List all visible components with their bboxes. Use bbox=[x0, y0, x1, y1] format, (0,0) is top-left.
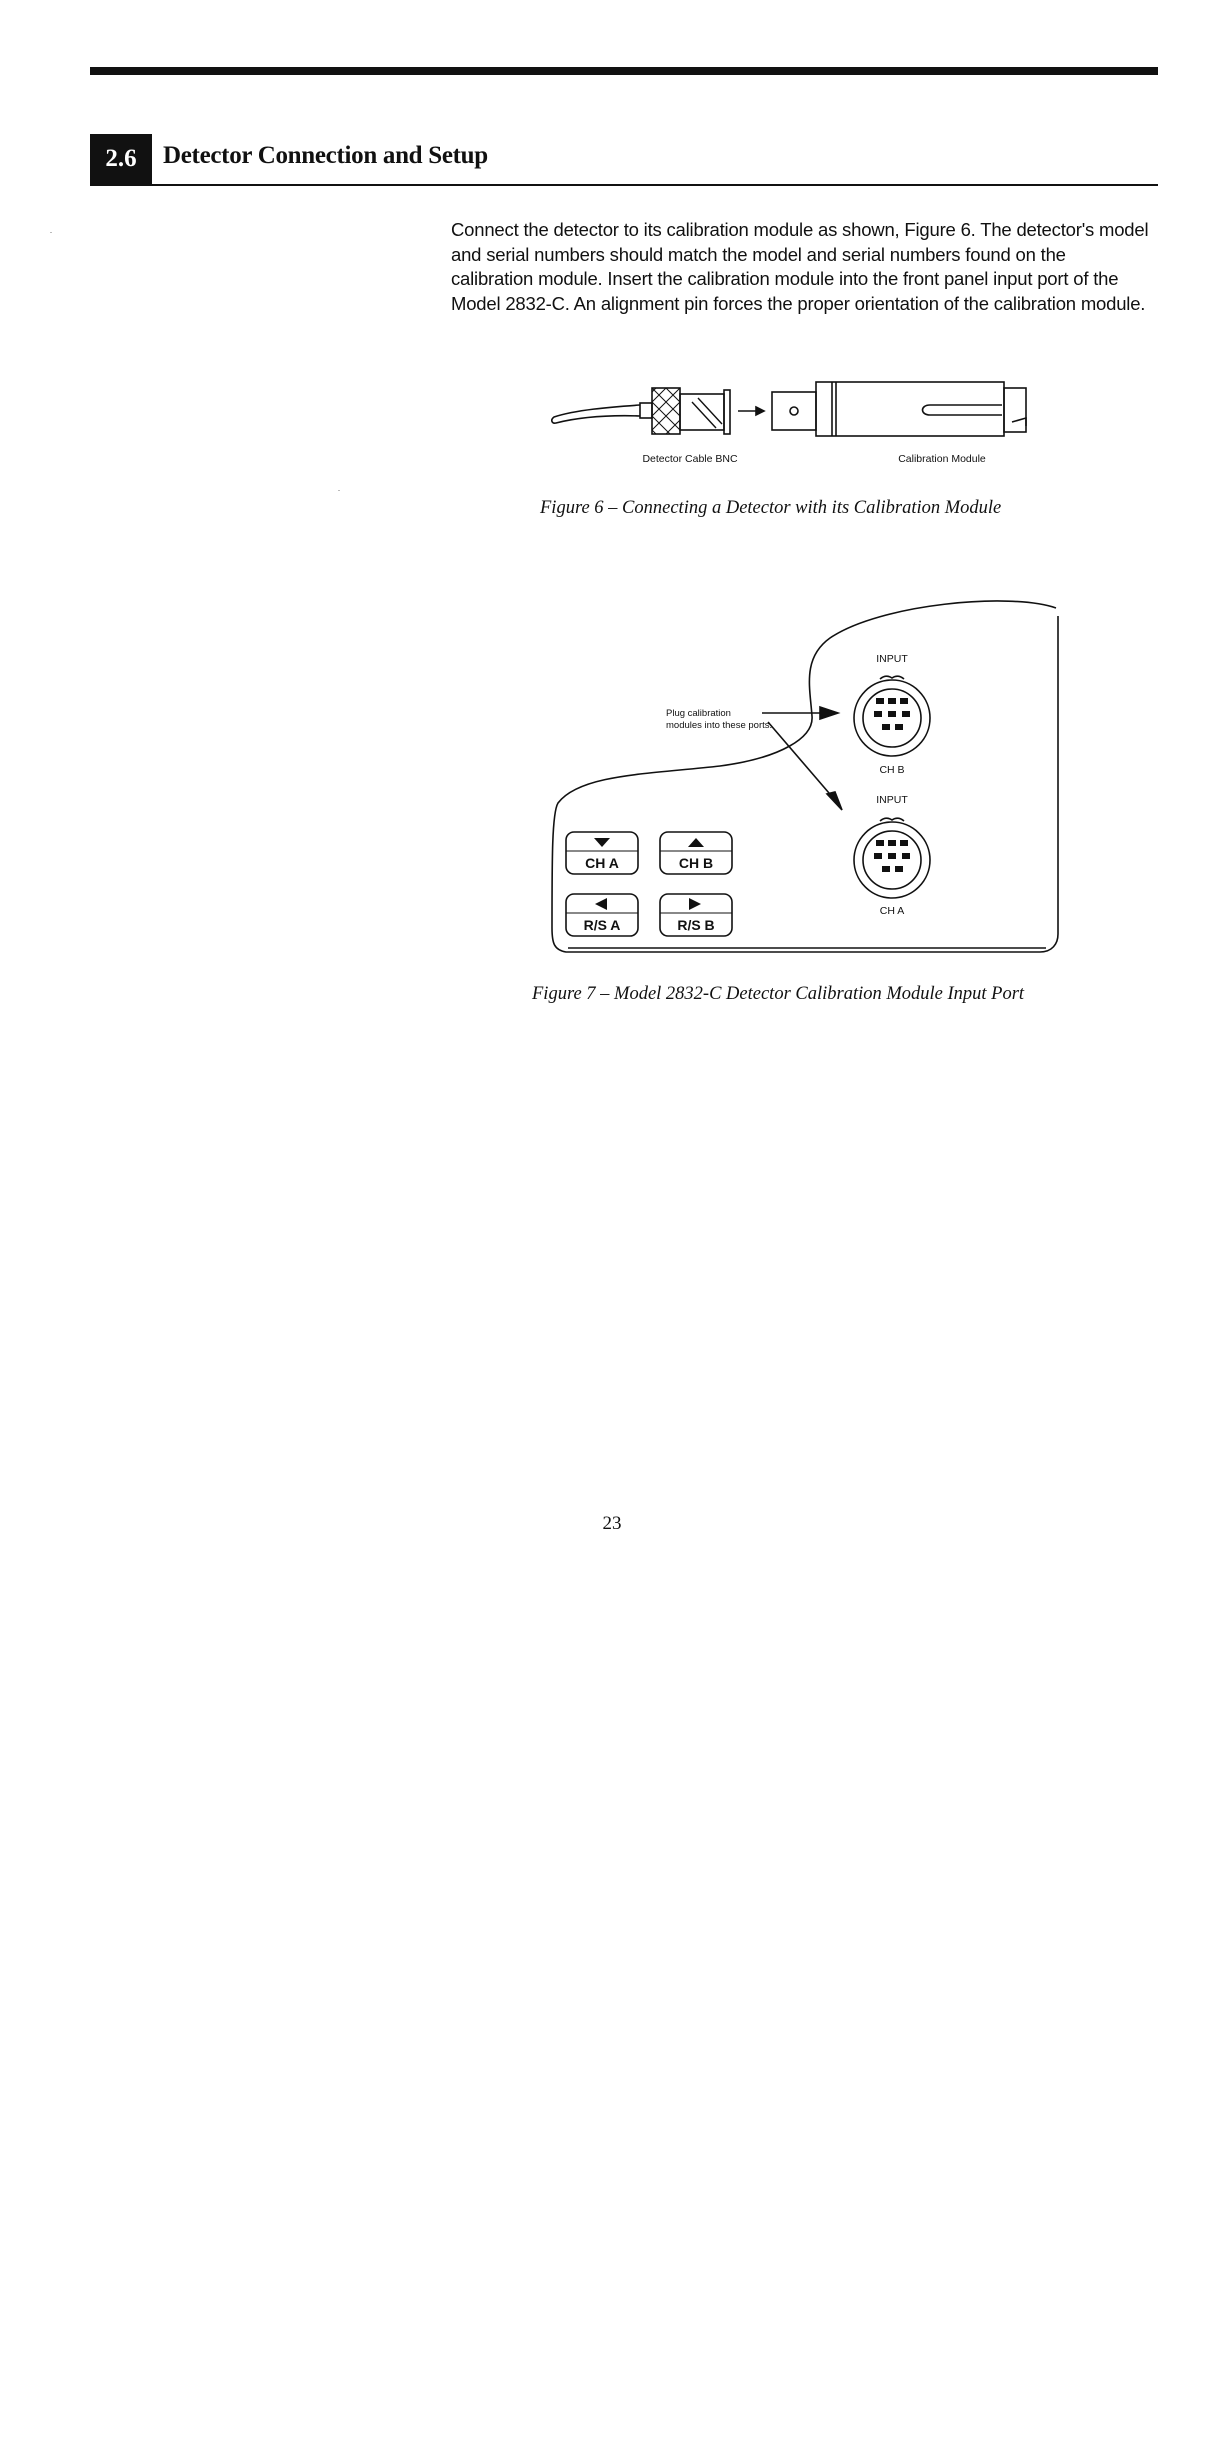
ch-b-input-label: INPUT bbox=[876, 653, 908, 665]
module-pin bbox=[790, 407, 798, 415]
fig6-label-right: Calibration Module bbox=[898, 453, 986, 465]
bnc-tip bbox=[724, 390, 730, 434]
ch-b-port-outer bbox=[854, 680, 930, 756]
module-end bbox=[1004, 388, 1026, 432]
up-arrow-icon bbox=[688, 838, 704, 847]
top-rule bbox=[90, 67, 1158, 75]
ch-a-port-outer bbox=[854, 822, 930, 898]
btn-rs-a-label: R/S A bbox=[583, 917, 621, 933]
bnc-body bbox=[640, 403, 652, 418]
callout-line-1: Plug calibration bbox=[666, 708, 731, 719]
fig6-label-left: Detector Cable BNC bbox=[642, 453, 738, 465]
ch-a-input-label: INPUT bbox=[876, 794, 908, 806]
ch-b-port-inner bbox=[863, 689, 921, 747]
scan-speck bbox=[338, 490, 340, 491]
ch-a-port-inner bbox=[863, 831, 921, 889]
page-number: 23 bbox=[602, 1513, 622, 1534]
right-arrow-icon bbox=[689, 898, 701, 910]
module-body bbox=[816, 382, 1004, 436]
bnc-knurl bbox=[652, 388, 680, 434]
figure-6-caption: Figure 6 – Connecting a Detector with its Calibration Module bbox=[540, 498, 1002, 518]
down-arrow-icon bbox=[594, 838, 610, 847]
figure-7-caption: Figure 7 – Model 2832-C Detector Calibration Module Input Port bbox=[532, 984, 1025, 1004]
figure-7-diagram bbox=[540, 598, 1070, 958]
callout-line-2: modules into these ports. bbox=[666, 720, 773, 731]
btn-ch-b-label: CH B bbox=[678, 855, 714, 871]
left-arrow-icon bbox=[595, 898, 607, 910]
instrument-panel-outline bbox=[552, 601, 1058, 952]
ch-b-port-label: CH B bbox=[879, 764, 905, 776]
detector-cable bbox=[552, 405, 640, 423]
btn-ch-a-label: CH A bbox=[585, 855, 619, 871]
section-number: 2.6 bbox=[90, 134, 152, 184]
ch-a-port-label: CH A bbox=[879, 905, 905, 917]
btn-rs-b-label: R/S B bbox=[677, 917, 715, 933]
scan-speck bbox=[50, 232, 52, 233]
section-rule bbox=[90, 184, 1158, 186]
callout-arrow-lower bbox=[768, 722, 835, 800]
body-paragraph: Connect the detector to its calibration module as shown, Figure 6. The detector's model and serial numbers should match the model and serial numbers found on the calibration module. Insert the calibration module into the front panel input port of the Model 2832-C. An alignment pin forces the proper orientation of the calibration module. bbox=[451, 219, 1149, 314]
section-title: Detector Connection and Setup bbox=[163, 142, 488, 169]
module-front bbox=[772, 392, 816, 430]
figure-6-diagram bbox=[540, 370, 1080, 480]
